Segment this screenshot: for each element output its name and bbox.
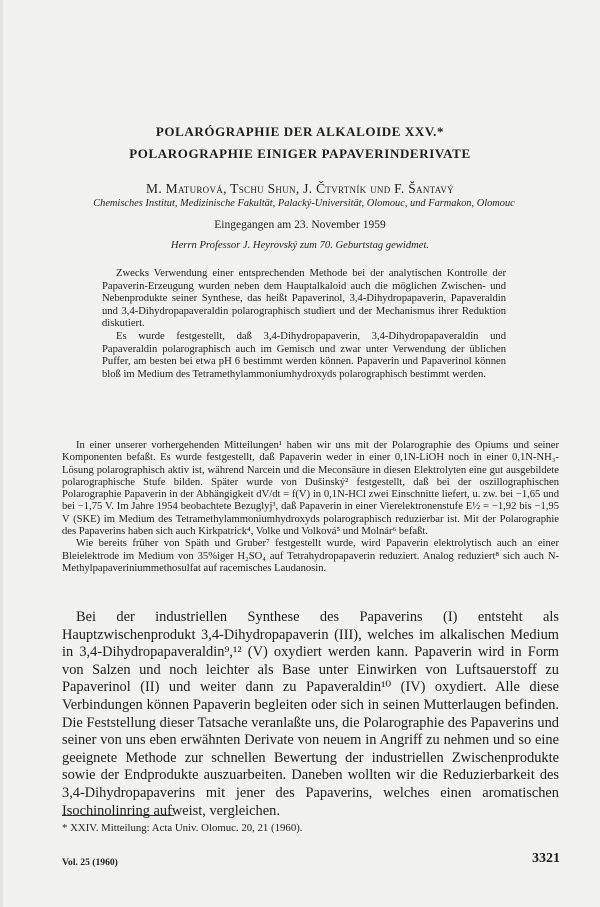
body-paragraph: Wie bereits früher von Späth und Gruber⁷ festgestellt wurde, wird Papaverin elektrolytisch auch an einer Bleielektrode im Medium von 35%iger H₂SO₄ auf Tetrahydropapaverin reduziert. Analog reduziert⁸ sich auch N-Methylpapaveriniummethosulfat auf racemisches Laudanosin. xyxy=(62,538,559,574)
article-title-line-2: POLAROGRAPHIE EINIGER PAPAVERINDERIVATE xyxy=(129,146,471,161)
body-paragraph: Bei der industriellen Synthese des Papaverins (I) entsteht als Hauptzwischenprodukt 3,4-Dihydropapaverin (III), welches im alkalischen Medium in 3,4-Dihydropapaveraldin⁹,¹² (V) oxydiert werden kann. Papaverin wird in Form von Salzen und noch leichter als Base unter Einwirken von Luftsauerstoff zu Papaverinol (II) und weiter dann zu Papaveraldin¹⁰ (IV) oxydiert. Alle diese Verbindungen können Papaverin begleiten oder sich in seinen Mutterlaugen befinden. Die Feststellung dieser Tatsache veranlaßte uns, die Polarographie des Papaverins und seiner von uns eben erwähnten Derivate von neuem in Angriff zu nehmen und so eine geeignete Methode zur schnellen Bewertung der industriellen Zwischenprodukte sowie der Endprodukte auszuarbeiten. Daneben wollten wir die Reduzierbarkeit des 3,4-Dihydropapaverins mit jener des Papaverins, welches einen aromatischen Isochinolinring aufweist, vergleichen. xyxy=(62,609,559,819)
main-text xyxy=(62,609,559,820)
body-paragraph: In einer unserer vorhergehenden Mitteilungen¹ haben wir uns mit der Polarographie des Opiums und seiner Komponenten befaßt. Es wurde festgestellt, daß Papaverin weder in einer 0,1N-LiOH noch in einer 0,1N-NH₃-Lösung polarographisch aktiv ist, während Narcein und die Meconsäure in diesen Elektrolyten eine gut ausgebildete polarographische Stufe bilden. Später wurde von Dušinský² festgestellt, daß bei der oszillographischen Polarographie Papaverin in der Abhängigkeit dV/dt = f(V) in 0,1N-HCl zwei Einschnitte liefert, u. zw. bei −1,65 und bei −1,75 V. Im Jahre 1954 beobachtete Bezuglyj³, daß Papaverin in einer Vierelektronenstufe E½ = −1,92 bis −1,95 V (SKE) im Medium des Tetramethylammoniumhydroxyds polarographisch reduzierbar ist. Mit der Polarographie des Papaverins haben sich auch Kirkpatrick⁴, Volke und Volková⁵ und Molnár⁶ befaßt. xyxy=(62,440,559,538)
abstract-paragraph: Zwecks Verwendung einer entsprechenden Methode bei der analytischen Kontrolle der Papaverin-Erzeugung wurden neben dem Hauptalkaloid auch die möglichen Zwischen- und Nebenprodukte seiner Synthese, das heißt Papaverinol, 3,4-Dihydropapaverin, Papaveraldin und 3,4-Dihydropapaveraldin polarographisch studiert und der Mechanismus ihrer Reduktion diskutiert. xyxy=(102,268,506,330)
journal-volume: Vol. 25 (1960) xyxy=(62,857,118,868)
authors: M. Maturová, Tschu Shun, J. Čtvrtník und F. Šantavý xyxy=(146,181,454,196)
dedication: Herrn Professor J. Heyrovský zum 70. Geburtstag gewidmet. xyxy=(170,240,430,251)
intro-small-text xyxy=(62,440,559,575)
abstract xyxy=(102,268,506,381)
footnote-divider xyxy=(62,815,174,816)
abstract-paragraph: Es wurde festgestellt, daß 3,4-Dihydropapaverin, 3,4-Dihydropapaveraldin und Papaveraldin polarographisch auch im Gemisch und zwar unter Verwendung der üblichen Puffer, am besten bei etwa pH 6 bestimmt werden können. Papaverin und Papaverinol können bloß im Medium des Tetramethylammoniumhydroxyds polarographisch bestimmt werden. xyxy=(102,330,506,380)
institute: Chemisches Institut, Medizinische Fakultät, Palacký-Universität, Olomouc, und Farmakon, Olomouc xyxy=(93,198,515,209)
footnote: * XXIV. Mitteilung: Acta Univ. Olomuc. 20, 21 (1960). xyxy=(62,822,303,834)
received-date: Eingegangen am 23. November 1959 xyxy=(214,219,386,231)
page-number: 3321 xyxy=(532,851,560,866)
article-title-line-1: POLARÓGRAPHIE DER ALKALOIDE XXV.* xyxy=(155,124,445,139)
